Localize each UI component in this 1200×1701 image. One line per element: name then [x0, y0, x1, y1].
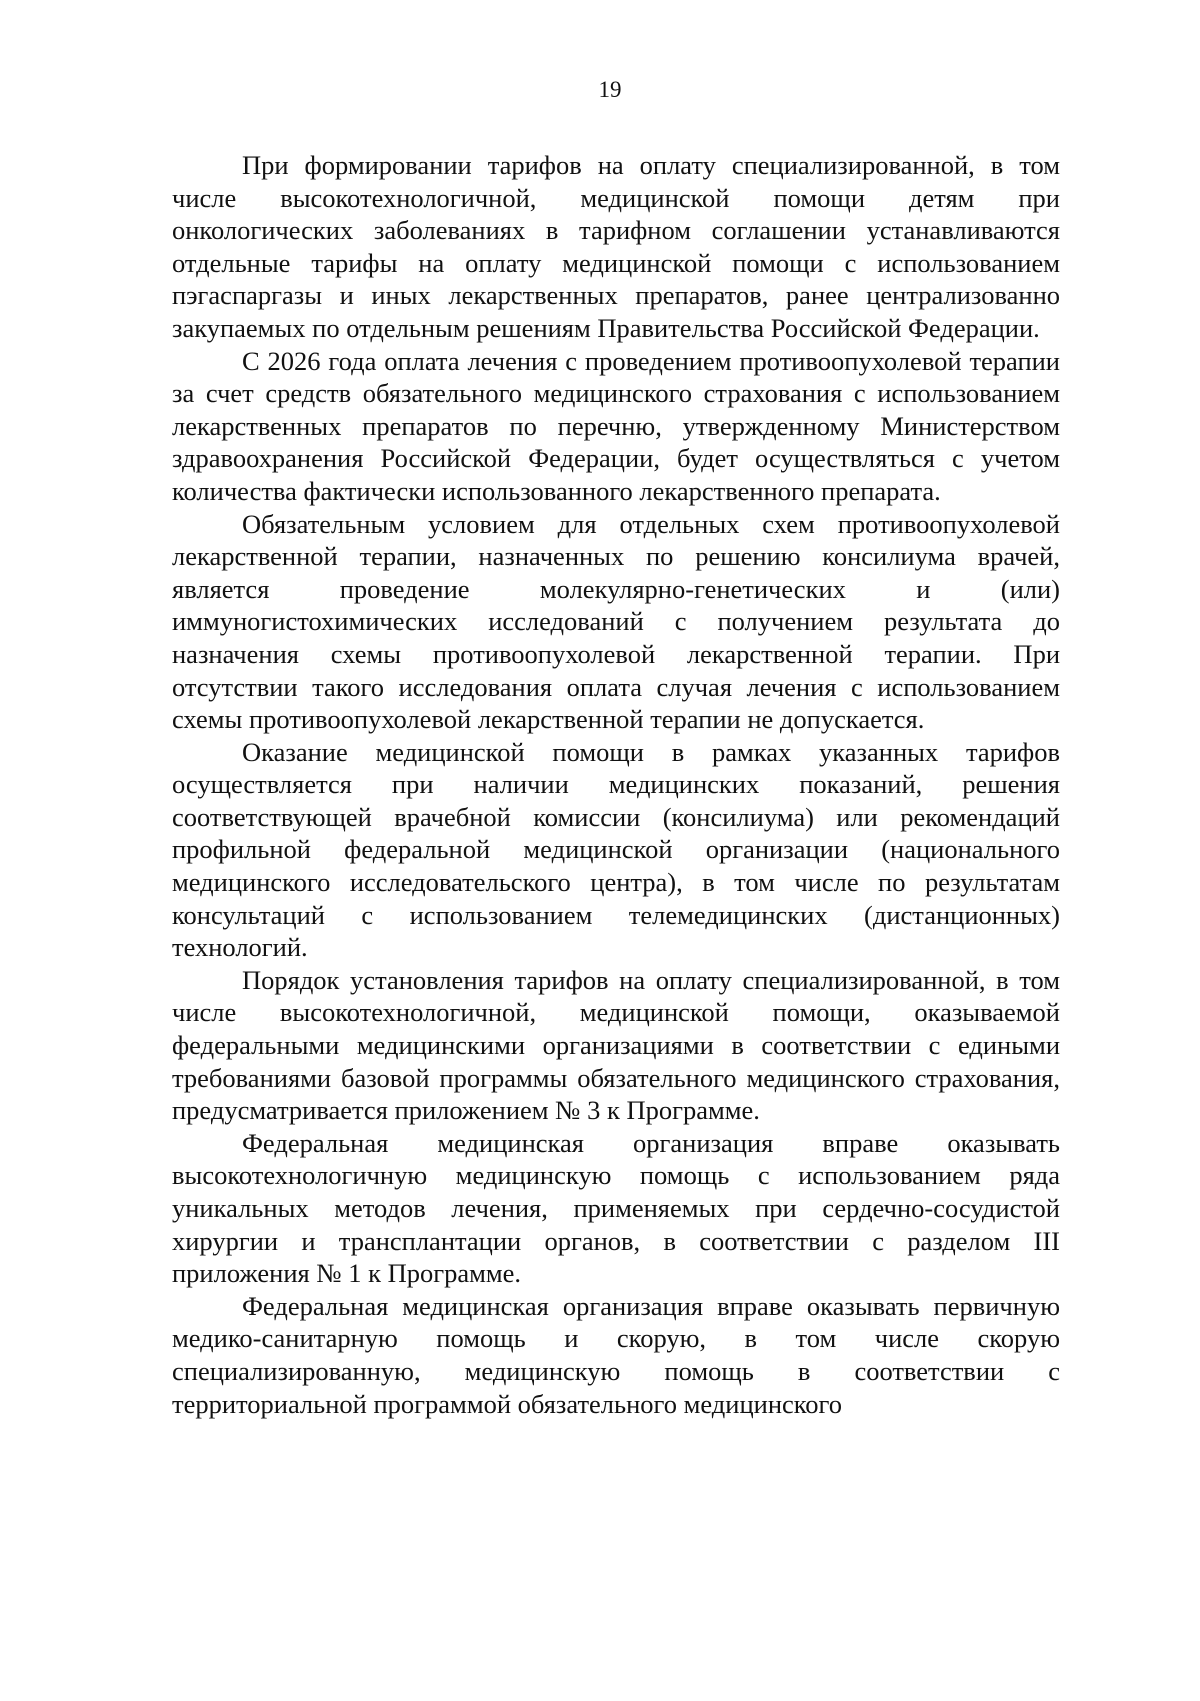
paragraph: Федеральная медицинская организация вправе оказывать первичную медико-санитарную помощь и скорую, в том числе скорую специализированную, медицинскую помощь в соответствии с территориальной программой обязательного медицинского — [172, 1290, 1060, 1419]
paragraph: С 2026 года оплата лечения с проведением противоопухолевой терапии за счет средств обязательного медицинского страхования с использованием лекарственных препаратов по перечню, утвержденному Министерством здравоохранения Российской Федерации, будет осуществляться с учетом количества фактически использованного лекарственного препарата. — [172, 345, 1060, 506]
paragraph: Федеральная медицинская организация вправе оказывать высокотехнологичную медицинскую помощь с использованием ряда уникальных методов лечения, применяемых при сердечно-сосудистой хирургии и трансплантации органов, в соответствии с разделом III приложения № 1 к Программе. — [172, 1127, 1060, 1289]
paragraph: Порядок установления тарифов на оплату специализированной, в том числе высокотехнологичной, медицинской помощи, оказываемой федеральными медицинскими организациями в соответствии с едиными требованиями базовой программы обязательного медицинского страхования, предусматривается приложением № 3 к Программе. — [172, 964, 1060, 1126]
paragraph: Обязательным условием для отдельных схем противоопухолевой лекарственной терапии, назначенных по решению консилиума врачей, является проведение молекулярно-генетических и (или) иммуногистохимических исследований с получением результата до назначения схемы противоопухолевой лекарственной терапии. При отсутствии такого исследования оплата случая лечения с использованием схемы противоопухолевой лекарственной терапии не допускается. — [172, 508, 1060, 735]
paragraph: Оказание медицинской помощи в рамках указанных тарифов осуществляется при наличии медицинских показаний, решения соответствующей врачебной комиссии (консилиума) или рекомендаций профильной федеральной медицинской организации (национального медицинского исследовательского центра), в том числе по результатам консультаций с использованием телемедицинских (дистанционных) технологий. — [172, 736, 1060, 963]
page-number: 19 — [598, 77, 622, 102]
document-body — [172, 149, 1060, 1420]
paragraph: При формировании тарифов на оплату специализированной, в том числе высокотехнологичной, медицинской помощи детям при онкологических заболеваниях в тарифном соглашении устанавливаются отдельные тарифы на оплату медицинской помощи с использованием пэгаспаргазы и иных лекарственных препаратов, ранее централизованно закупаемых по отдельным решениям Правительства Российской Федерации. — [172, 150, 1060, 343]
